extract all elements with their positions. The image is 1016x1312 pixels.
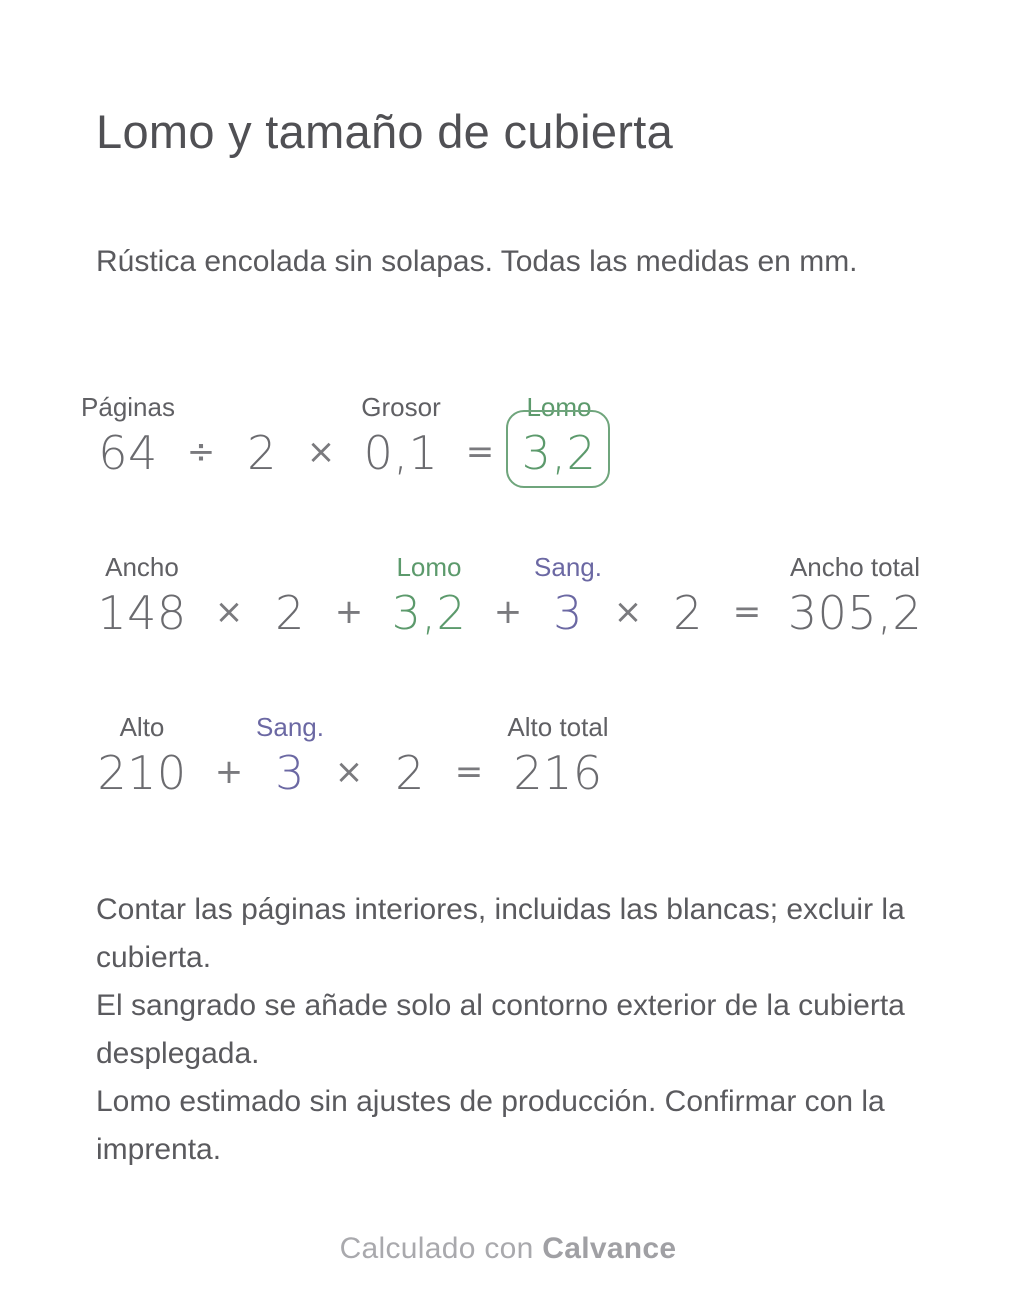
note-spine: Lomo estimado sin ajustes de producción. Confirmar con la imprenta. — [96, 1085, 885, 1166]
equals-operator: = — [465, 432, 495, 472]
label-spine-result: Lomo — [526, 392, 592, 422]
value-factor: 2 — [395, 746, 425, 800]
label-bleed: Sang. — [256, 712, 324, 742]
description: Rústica encolada sin solapas. Todas las medidas en mm. — [96, 245, 858, 278]
label-bleed: Sang. — [534, 552, 602, 582]
brand-link[interactable]: Calvance — [542, 1232, 677, 1265]
label-total-height: Alto total — [507, 712, 609, 742]
multiply-operator: × — [613, 592, 643, 632]
plus-operator: + — [334, 592, 364, 632]
page-title: Lomo y tamaño de cubierta — [96, 105, 674, 158]
value-factor: 2 — [275, 586, 305, 640]
spine-equation — [0, 392, 1016, 502]
note-pages: Contar las páginas interiores, incluidas las blancas; excluir la cubierta. — [96, 893, 905, 974]
label-thickness: Grosor — [361, 392, 441, 422]
value-bleed: 3 — [553, 586, 583, 640]
value-total-height: 216 — [513, 746, 603, 800]
note-bleed: El sangrado se añade solo al contorno exterior de la cubierta desplegada. — [96, 989, 905, 1070]
value-bleed: 3 — [275, 746, 305, 800]
value-total-width: 305,2 — [787, 586, 923, 640]
label-total-width: Ancho total — [789, 552, 921, 582]
divide-operator: ÷ — [186, 432, 216, 472]
value-pages: 64 — [98, 426, 158, 480]
notes — [96, 886, 936, 1174]
value-width: 148 — [97, 586, 187, 640]
value-factor: 2 — [673, 586, 703, 640]
multiply-operator: × — [306, 432, 336, 472]
label-spine: Lomo — [396, 552, 462, 582]
label-width: Ancho — [105, 552, 179, 582]
label-height: Alto — [119, 712, 165, 742]
equals-operator: = — [732, 592, 762, 632]
value-thickness: 0,1 — [363, 426, 439, 480]
plus-operator: + — [493, 592, 523, 632]
height-equation — [0, 712, 1016, 822]
width-equation — [0, 552, 1016, 662]
value-divisor: 2 — [247, 426, 277, 480]
label-pages: Páginas — [81, 392, 175, 422]
plus-operator: + — [214, 752, 244, 792]
value-spine-result: 3,2 — [521, 426, 597, 480]
footer-credit — [0, 1232, 1016, 1266]
value-spine: 3,2 — [391, 586, 467, 640]
multiply-operator: × — [334, 752, 364, 792]
footer-prefix: Calculado con — [339, 1232, 543, 1265]
multiply-operator: × — [214, 592, 244, 632]
value-height: 210 — [97, 746, 187, 800]
equals-operator: = — [454, 752, 484, 792]
